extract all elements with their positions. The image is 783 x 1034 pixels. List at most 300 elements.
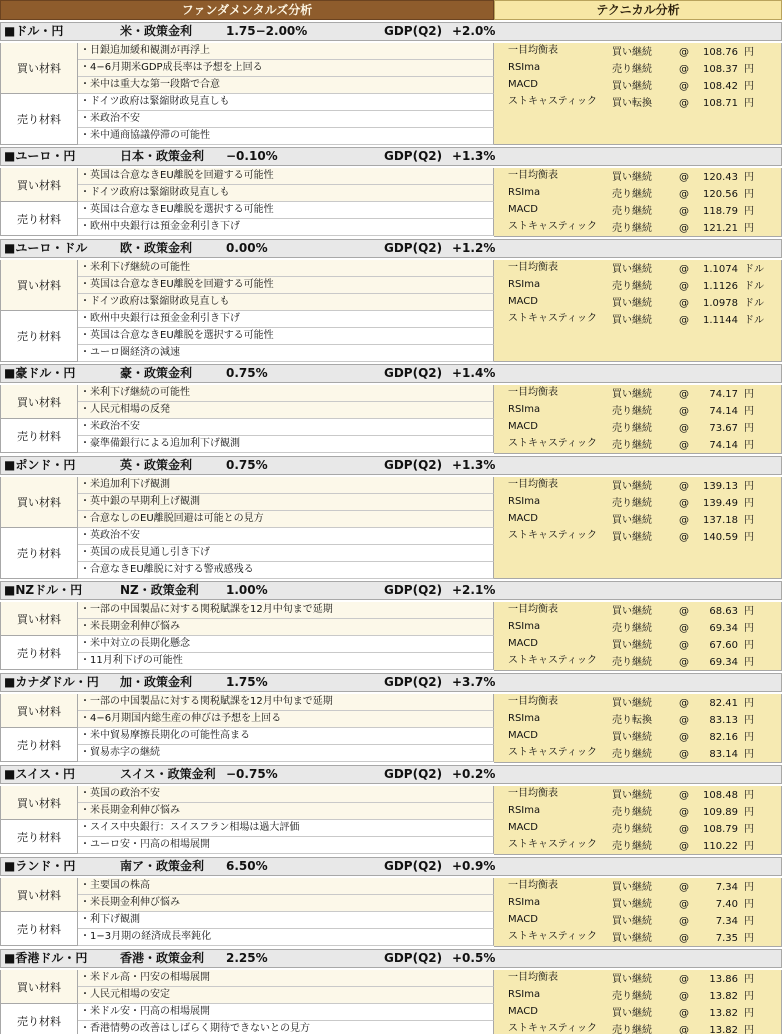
sell-factors [0, 528, 494, 579]
buy-factors-list [78, 477, 494, 528]
price-unit: 円 [744, 841, 754, 852]
indicator-name: 一目均衡表 [508, 479, 558, 490]
indicator-price: 110.22 [703, 841, 738, 852]
price-unit: ドル [744, 315, 764, 326]
at-symbol: @ [679, 841, 689, 852]
gdp-label: GDP(Q2) [384, 24, 443, 38]
indicator-name: MACD [508, 79, 538, 90]
technical-row [494, 653, 781, 670]
at-symbol: @ [679, 81, 689, 92]
sell-factors [0, 636, 494, 670]
indicator-name: 一目均衡表 [508, 788, 558, 799]
buy-factors-list [78, 878, 494, 912]
indicator-name: MACD [508, 421, 538, 432]
price-unit: 円 [744, 807, 754, 818]
price-unit: 円 [744, 189, 754, 200]
indicator-price: 7.34 [715, 916, 738, 927]
at-symbol: @ [679, 732, 689, 743]
price-unit: 円 [744, 481, 754, 492]
at-symbol: @ [679, 423, 689, 434]
buy-factor-item: ・4−6月期国内総生産の伸びは予想を上回る [78, 711, 494, 728]
indicator-signal: 売り継続 [612, 440, 652, 451]
indicator-signal: 売り継続 [612, 498, 652, 509]
price-unit: 円 [744, 389, 754, 400]
technical-row [494, 94, 781, 111]
indicator-signal: 買い継続 [612, 481, 652, 492]
sell-factor-item: ・米ドル安・円高の相場展開 [78, 1004, 494, 1021]
price-unit: 円 [744, 790, 754, 801]
indicator-price: 7.35 [715, 933, 738, 944]
sell-factor-item: ・合意なきEU離脱に対する警戒感残る [78, 562, 494, 579]
sell-factors-label: 売り材料 [0, 1004, 78, 1034]
policy-rate-label: NZ・政策金利 [120, 583, 199, 597]
indicator-name: 一目均衡表 [508, 387, 558, 398]
indicator-signal: 買い継続 [612, 606, 652, 617]
sell-factors [0, 94, 494, 145]
technical-row [494, 277, 781, 294]
price-unit: 円 [744, 47, 754, 58]
sell-factor-item: ・米中貿易摩擦長期化の可能性高まる [78, 728, 494, 745]
buy-factor-item: ・英国の政治不安 [78, 786, 494, 803]
policy-rate-label: 香港・政策金利 [120, 951, 205, 965]
sell-factors-label: 売り材料 [0, 728, 78, 762]
price-unit: 円 [744, 882, 754, 893]
technical-panel [494, 385, 782, 454]
price-unit: 円 [744, 899, 754, 910]
indicator-signal: 買い継続 [612, 1008, 652, 1019]
section-body [0, 385, 782, 454]
price-unit: 円 [744, 172, 754, 183]
at-symbol: @ [679, 189, 689, 200]
section-body [0, 694, 782, 763]
price-unit: 円 [744, 715, 754, 726]
technical-row [494, 1021, 781, 1034]
currency-section [0, 364, 782, 454]
fundamental-analysis-header: ファンダメンタルズ分析 [0, 0, 494, 20]
sell-factor-item: ・米中対立の長期化懸念 [78, 636, 494, 653]
technical-panel [494, 477, 782, 579]
technical-row [494, 419, 781, 436]
buy-factor-item: ・英国は合意なきEU離脱を回避する可能性 [78, 168, 494, 185]
currency-section [0, 22, 782, 145]
buy-factor-item: ・ドイツ政府は緊縮財政見直しも [78, 294, 494, 311]
policy-rate-label: 欧・政策金利 [120, 241, 193, 255]
buy-factor-item: ・米長期金利伸び悩み [78, 895, 494, 912]
buy-factor-item: ・米利下げ継続の可能性 [78, 260, 494, 277]
indicator-price: 69.34 [709, 657, 738, 668]
at-symbol: @ [679, 1008, 689, 1019]
technical-row [494, 987, 781, 1004]
policy-rate-value: 6.50% [226, 859, 268, 873]
policy-rate-value: −0.75% [226, 767, 278, 781]
indicator-signal: 買い継続 [612, 698, 652, 709]
buy-factors-list [78, 385, 494, 419]
technical-row [494, 202, 781, 219]
technical-row [494, 912, 781, 929]
indicator-price: 139.13 [703, 481, 738, 492]
indicator-signal: 買い継続 [612, 172, 652, 183]
fundamental-factors [0, 602, 494, 671]
section-header [0, 581, 782, 600]
currency-pair-name: ■カナダドル・円 [4, 675, 99, 689]
currency-pair-name: ■ランド・円 [4, 859, 76, 873]
technical-row [494, 803, 781, 820]
technical-row [494, 694, 781, 711]
at-symbol: @ [679, 223, 689, 234]
policy-rate-value: 1.00% [226, 583, 268, 597]
indicator-name: RSIma [508, 404, 541, 415]
indicator-signal: 買い継続 [612, 47, 652, 58]
currency-pair-name: ■香港ドル・円 [4, 951, 88, 965]
currency-pair-name: ■スイス・円 [4, 767, 75, 781]
technical-row [494, 436, 781, 453]
price-unit: ドル [744, 298, 764, 309]
technical-row [494, 219, 781, 236]
technical-row [494, 837, 781, 854]
indicator-price: 83.13 [709, 715, 738, 726]
gdp-label: GDP(Q2) [384, 675, 443, 689]
gdp-label: GDP(Q2) [384, 241, 443, 255]
indicator-price: 140.59 [703, 532, 738, 543]
gdp-value: +3.7% [452, 675, 496, 689]
indicator-name: ストキャスティック [508, 1023, 597, 1034]
sell-factor-item: ・利下げ観測 [78, 912, 494, 929]
policy-rate-value: 0.75% [226, 366, 268, 380]
technical-panel [494, 786, 782, 855]
indicator-signal: 買い継続 [612, 81, 652, 92]
indicator-price: 120.43 [703, 172, 738, 183]
buy-factor-item: ・4−6月期米GDP成長率は予想を上回る [78, 60, 494, 77]
at-symbol: @ [679, 172, 689, 183]
buy-factors [0, 694, 494, 728]
technical-row [494, 820, 781, 837]
indicator-name: 一目均衡表 [508, 696, 558, 707]
buy-factor-item: ・日銀追加緩和観測が再浮上 [78, 43, 494, 60]
sell-factors [0, 820, 494, 854]
indicator-price: 137.18 [703, 515, 738, 526]
indicator-name: 一目均衡表 [508, 604, 558, 615]
indicator-name: 一目均衡表 [508, 45, 558, 56]
indicator-signal: 買い継続 [612, 389, 652, 400]
indicator-name: ストキャスティック [508, 655, 597, 666]
indicator-signal: 買い継続 [612, 640, 652, 651]
fundamental-factors [0, 786, 494, 855]
at-symbol: @ [679, 974, 689, 985]
currency-pair-name: ■ドル・円 [4, 24, 64, 38]
indicator-price: 1.1144 [703, 315, 738, 326]
price-unit: 円 [744, 532, 754, 543]
buy-factors [0, 477, 494, 528]
gdp-label: GDP(Q2) [384, 366, 443, 380]
indicator-name: 一目均衡表 [508, 880, 558, 891]
at-symbol: @ [679, 824, 689, 835]
indicator-name: RSIma [508, 62, 541, 73]
technical-row [494, 494, 781, 511]
indicator-price: 108.76 [703, 47, 738, 58]
indicator-name: 一目均衡表 [508, 262, 558, 273]
section-body [0, 878, 782, 947]
technical-panel [494, 878, 782, 947]
indicator-price: 74.17 [709, 389, 738, 400]
at-symbol: @ [679, 640, 689, 651]
sell-factors [0, 419, 494, 453]
indicator-signal: 買い継続 [612, 298, 652, 309]
at-symbol: @ [679, 206, 689, 217]
sell-factors-list [78, 202, 494, 236]
technical-row [494, 185, 781, 202]
buy-factor-item: ・米利下げ継続の可能性 [78, 385, 494, 402]
buy-factors [0, 878, 494, 912]
policy-rate-label: 南ア・政策金利 [120, 859, 205, 873]
currency-pair-name: ■ユーロ・円 [4, 149, 76, 163]
price-unit: 円 [744, 749, 754, 760]
fundamental-factors [0, 477, 494, 579]
sell-factors [0, 1004, 494, 1034]
at-symbol: @ [679, 657, 689, 668]
price-unit: 円 [744, 223, 754, 234]
indicator-signal: 売り継続 [612, 281, 652, 292]
technical-panel [494, 43, 782, 145]
indicator-price: 68.63 [709, 606, 738, 617]
indicator-signal: 売り継続 [612, 64, 652, 75]
price-unit: 円 [744, 640, 754, 651]
sell-factor-item: ・英政治不安 [78, 528, 494, 545]
buy-factors-label: 買い材料 [0, 878, 78, 912]
indicator-signal: 売り継続 [612, 423, 652, 434]
technical-row [494, 168, 781, 185]
indicator-name: MACD [508, 513, 538, 524]
gdp-value: +0.2% [452, 767, 496, 781]
currency-section [0, 456, 782, 579]
currency-section [0, 673, 782, 763]
indicator-name: ストキャスティック [508, 747, 597, 758]
technical-row [494, 929, 781, 946]
policy-rate-label: 英・政策金利 [120, 458, 193, 472]
technical-row [494, 385, 781, 402]
indicator-price: 82.41 [709, 698, 738, 709]
indicator-name: MACD [508, 730, 538, 741]
indicator-price: 118.79 [703, 206, 738, 217]
technical-row [494, 602, 781, 619]
indicator-signal: 買い継続 [612, 532, 652, 543]
indicator-price: 67.60 [709, 640, 738, 651]
sell-factor-item: ・米政治不安 [78, 111, 494, 128]
policy-rate-value: 1.75−2.00% [226, 24, 308, 38]
price-unit: 円 [744, 98, 754, 109]
technical-row [494, 619, 781, 636]
sell-factors-label: 売り材料 [0, 912, 78, 946]
buy-factor-item: ・ドイツ政府は緊縮財政見直しも [78, 185, 494, 202]
section-header [0, 22, 782, 41]
gdp-value: +1.3% [452, 458, 496, 472]
indicator-signal: 売り継続 [612, 841, 652, 852]
fundamental-factors [0, 168, 494, 237]
buy-factors-label: 買い材料 [0, 970, 78, 1004]
indicator-signal: 買い継続 [612, 315, 652, 326]
sell-factors-list [78, 728, 494, 762]
indicator-price: 109.89 [703, 807, 738, 818]
indicator-price: 82.16 [709, 732, 738, 743]
price-unit: 円 [744, 406, 754, 417]
technical-row [494, 728, 781, 745]
currency-section [0, 239, 782, 362]
gdp-value: +1.4% [452, 366, 496, 380]
gdp-value: +2.1% [452, 583, 496, 597]
policy-rate-label: 加・政策金利 [120, 675, 193, 689]
gdp-value: +0.9% [452, 859, 496, 873]
indicator-price: 69.34 [709, 623, 738, 634]
technical-row [494, 1004, 781, 1021]
technical-row [494, 786, 781, 803]
price-unit: 円 [744, 81, 754, 92]
at-symbol: @ [679, 98, 689, 109]
sell-factor-item: ・豪準備銀行による追加利下げ観測 [78, 436, 494, 453]
section-header [0, 673, 782, 692]
indicator-name: ストキャスティック [508, 530, 597, 541]
at-symbol: @ [679, 281, 689, 292]
currency-pair-name: ■ポンド・円 [4, 458, 76, 472]
technical-panel [494, 260, 782, 362]
currency-sections [0, 22, 782, 1034]
indicator-name: MACD [508, 638, 538, 649]
section-body [0, 168, 782, 237]
gdp-label: GDP(Q2) [384, 767, 443, 781]
sell-factors-list [78, 419, 494, 453]
gdp-label: GDP(Q2) [384, 149, 443, 163]
at-symbol: @ [679, 991, 689, 1002]
price-unit: 円 [744, 732, 754, 743]
indicator-signal: 買い継続 [612, 264, 652, 275]
sell-factors [0, 912, 494, 946]
indicator-signal: 売り転換 [612, 715, 652, 726]
technical-panel [494, 602, 782, 671]
buy-factors-list [78, 694, 494, 728]
currency-pair-name: ■豪ドル・円 [4, 366, 76, 380]
indicator-signal: 売り継続 [612, 749, 652, 760]
buy-factors [0, 602, 494, 636]
indicator-price: 120.56 [703, 189, 738, 200]
section-body [0, 43, 782, 145]
section-body [0, 970, 782, 1034]
buy-factor-item: ・一部の中国製品に対する関税賦課を12月中旬まで延期 [78, 602, 494, 619]
price-unit: 円 [744, 64, 754, 75]
indicator-name: ストキャスティック [508, 313, 597, 324]
at-symbol: @ [679, 1025, 689, 1034]
section-header [0, 364, 782, 383]
indicator-name: ストキャスティック [508, 221, 597, 232]
buy-factors [0, 385, 494, 419]
gdp-label: GDP(Q2) [384, 583, 443, 597]
at-symbol: @ [679, 623, 689, 634]
buy-factors-list [78, 602, 494, 636]
sell-factors-list [78, 528, 494, 579]
technical-row [494, 878, 781, 895]
indicator-signal: 売り継続 [612, 406, 652, 417]
sell-factors-label: 売り材料 [0, 94, 78, 145]
technical-row [494, 711, 781, 728]
technical-row [494, 294, 781, 311]
gdp-value: +2.0% [452, 24, 496, 38]
sell-factors-list [78, 94, 494, 145]
buy-factors-label: 買い材料 [0, 477, 78, 528]
at-symbol: @ [679, 715, 689, 726]
fundamental-factors [0, 260, 494, 362]
indicator-signal: 買い転換 [612, 98, 652, 109]
section-header [0, 239, 782, 258]
at-symbol: @ [679, 606, 689, 617]
indicator-price: 74.14 [709, 440, 738, 451]
price-unit: 円 [744, 824, 754, 835]
at-symbol: @ [679, 882, 689, 893]
currency-pair-name: ■ユーロ・ドル [4, 241, 88, 255]
section-header [0, 765, 782, 784]
technical-row [494, 636, 781, 653]
sell-factors [0, 728, 494, 762]
buy-factors-list [78, 970, 494, 1004]
sell-factors-label: 売り材料 [0, 419, 78, 453]
indicator-price: 1.1074 [703, 264, 738, 275]
at-symbol: @ [679, 933, 689, 944]
currency-pair-name: ■NZドル・円 [4, 583, 83, 597]
sell-factor-item: ・英国の成長見通し引き下げ [78, 545, 494, 562]
sell-factor-item: ・英国は合意なきEU離脱を選択する可能性 [78, 328, 494, 345]
policy-rate-label: 豪・政策金利 [120, 366, 193, 380]
section-header [0, 147, 782, 166]
indicator-name: MACD [508, 296, 538, 307]
indicator-price: 7.40 [715, 899, 738, 910]
sell-factors-list [78, 1004, 494, 1034]
buy-factor-item: ・米長期金利伸び悩み [78, 803, 494, 820]
currency-section [0, 147, 782, 237]
fundamental-factors [0, 878, 494, 947]
currency-section [0, 857, 782, 947]
price-unit: ドル [744, 264, 764, 275]
indicator-signal: 買い継続 [612, 974, 652, 985]
policy-rate-label: スイス・政策金利 [120, 767, 216, 781]
at-symbol: @ [679, 264, 689, 275]
indicator-price: 121.21 [703, 223, 738, 234]
indicator-name: MACD [508, 914, 538, 925]
indicator-name: RSIma [508, 897, 541, 908]
policy-rate-value: 2.25% [226, 951, 268, 965]
buy-factor-item: ・米追加利下げ観測 [78, 477, 494, 494]
indicator-signal: 買い継続 [612, 732, 652, 743]
indicator-price: 13.86 [709, 974, 738, 985]
indicator-signal: 売り継続 [612, 206, 652, 217]
technical-panel [494, 694, 782, 763]
technical-panel [494, 970, 782, 1034]
currency-section [0, 765, 782, 855]
indicator-signal: 売り継続 [612, 623, 652, 634]
technical-row [494, 43, 781, 60]
currency-section [0, 949, 782, 1034]
indicator-signal: 売り継続 [612, 1025, 652, 1034]
sell-factor-item: ・米中通商協議停滞の可能性 [78, 128, 494, 145]
sell-factor-item: ・欧州中央銀行は預金金利引き下げ [78, 311, 494, 328]
buy-factors-list [78, 260, 494, 311]
indicator-name: RSIma [508, 621, 541, 632]
at-symbol: @ [679, 916, 689, 927]
buy-factors-label: 買い材料 [0, 694, 78, 728]
indicator-signal: 買い継続 [612, 882, 652, 893]
indicator-name: 一目均衡表 [508, 170, 558, 181]
at-symbol: @ [679, 899, 689, 910]
policy-rate-value: −0.10% [226, 149, 278, 163]
buy-factors [0, 260, 494, 311]
technical-analysis-header: テクニカル分析 [494, 0, 782, 20]
indicator-name: ストキャスティック [508, 438, 597, 449]
buy-factors [0, 43, 494, 94]
